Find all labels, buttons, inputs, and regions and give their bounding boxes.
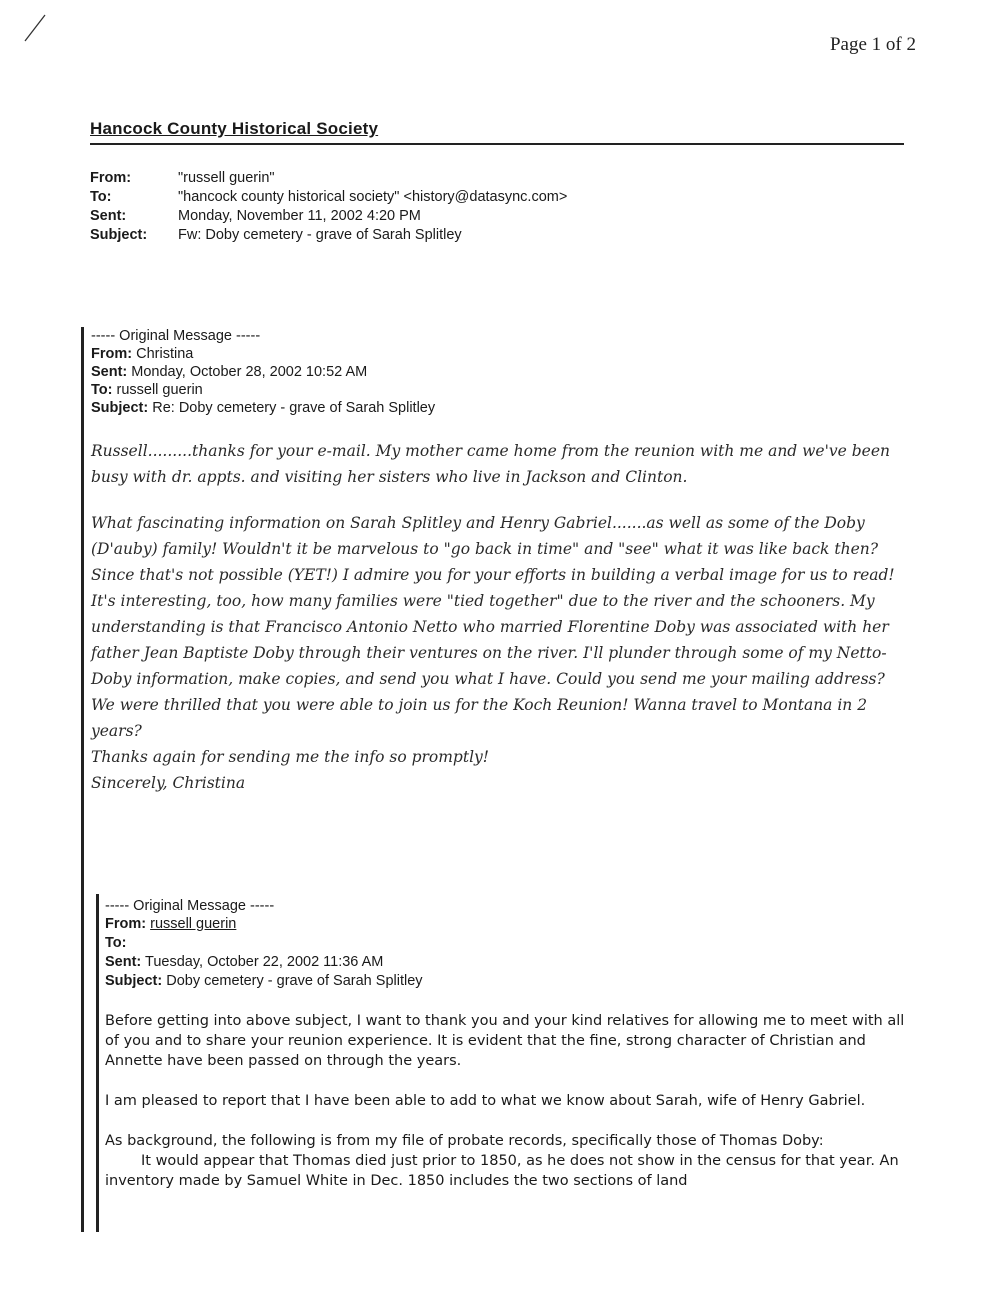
msg1-paragraph: What fascinating information on Sarah Splitley and Henry Gabriel.......as well as some of the Doby (D'auby) family! Wouldn't it be marvelous to "go back in time" and "see" what it was like back then? Since that's not possible (YET!) I admire you for your efforts in building a verbal image for us to read! [91,514,895,584]
msg1-signature: Sincerely, Christina [91,774,246,792]
msg2-divider: ----- Original Message ----- [105,898,275,914]
msg2-from: From: russell guerin [105,916,237,932]
msg1-to: To: russell guerin [91,382,203,398]
msg1-paragraph: Thanks again for sending me the info so promptly! [91,748,490,766]
header-from: From: "russell guerin" [90,170,275,186]
msg1-paragraph: It's interesting, too, how many families were "tied together" due to the river and the schooners. My understanding is that Francisco Antonio Netto who married Florentine Doby was associated with her father Jean Baptiste Doby through their ventures on the river. I'll plunder through some of my Netto-Doby information, make copies, and send you what I have. Could you send me your mailing address? [91,592,889,688]
msg1-body [91,438,913,796]
msg2-paragraph: As background, the following is from my file of probate records, specifically those of Thomas Doby: [105,1133,824,1149]
quote-bar-inner [96,894,99,1232]
msg2-body [105,1011,905,1191]
msg1-sent: Sent: Monday, October 28, 2002 10:52 AM [91,364,368,380]
msg2-from-link[interactable]: russell guerin [150,916,237,932]
header-to: To: "hancock county historical society" <history@datasync.com> [90,189,568,205]
msg1-paragraph: We were thrilled that you were able to join us for the Koch Reunion! Wanna travel to Montana in 2 years? [91,696,868,740]
msg1-divider: ----- Original Message ----- [91,328,261,344]
msg2-paragraph: Before getting into above subject, I want to thank you and your kind relatives for allowing me to meet with all of you and to share your reunion experience. It is evident that the fine, strong character of Christian and Annette have been passed on through the years. [105,1013,905,1069]
page-number: Page 1 of 2 [829,34,916,55]
msg2-to: To: [105,935,127,951]
msg2-paragraph: It would appear that Thomas died just prior to 1850, as he does not show in the census for that year. An inventory made by Samuel White in Dec. 1850 includes the two sections of land [105,1153,899,1189]
msg1-from: From: Christina [91,346,194,362]
quote-bar-outer [81,327,84,1232]
msg2-subject: Subject: Doby cemetery - grave of Sarah Splitley [105,973,423,989]
title-divider [90,143,904,145]
msg1-subject: Subject: Re: Doby cemetery - grave of Sarah Splitley [91,400,436,416]
header-sent: Sent: Monday, November 11, 2002 4:20 PM [90,208,421,224]
msg1-paragraph: Russell.........thanks for your e-mail. My mother came home from the reunion with me and we've been busy with dr. appts. and visiting her sisters who live in Jackson and Clinton. [91,442,890,486]
msg2-paragraph: I am pleased to report that I have been able to add to what we know about Sarah, wife of Henry Gabriel. [105,1093,866,1109]
header-subject: Subject: Fw: Doby cemetery - grave of Sarah Splitley [90,227,462,243]
msg2-sent: Sent: Tuesday, October 22, 2002 11:36 AM [105,954,384,970]
pen-slash-mark [24,14,46,42]
org-title: Hancock County Historical Society [90,119,379,138]
